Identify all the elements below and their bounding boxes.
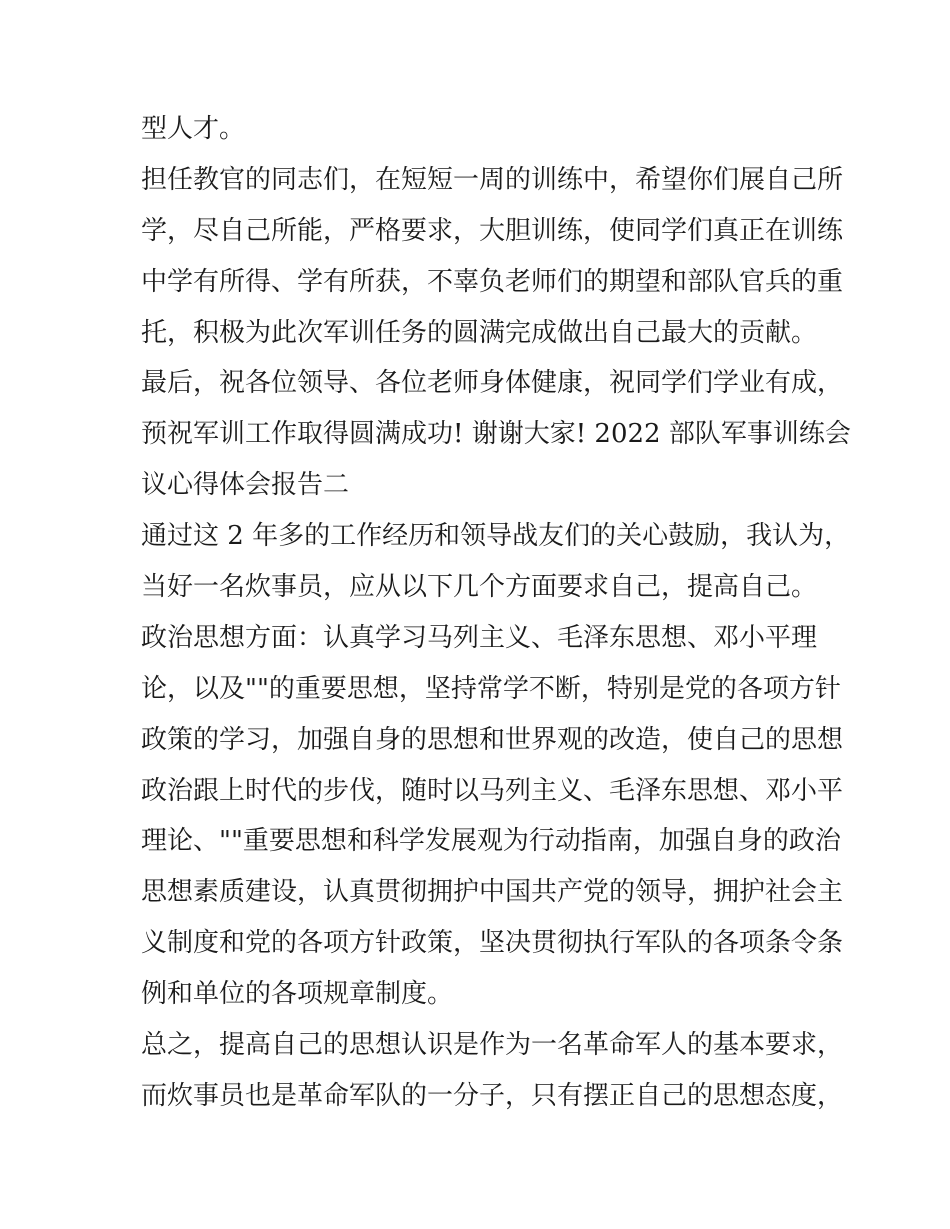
document-body	[141, 104, 851, 1122]
text-line: 中学有所得、学有所获，不辜负老师们的期望和部队官兵的重	[141, 266, 844, 297]
text-line: 议心得体会报告二	[141, 470, 350, 501]
text-line: 当好一名炊事员，应从以下几个方面要求自己，提高自己。	[141, 572, 818, 603]
text-line: 论，以及""的重要思想，坚持常学不断，特别是党的各项方针	[141, 673, 841, 704]
text-line: 总之，提高自己的思想认识是作为一名革命军人的基本要求，	[141, 1030, 844, 1061]
text-line: 而炊事员也是革命军队的一分子，只有摆正自己的思想态度，	[141, 1080, 844, 1111]
text-line: 政治思想方面：认真学习马列主义、毛泽东思想、邓小平理	[141, 622, 818, 653]
text-line: 担任教官的同志们，在短短一周的训练中，希望你们展自己所	[141, 164, 844, 195]
text-line: 理论、""重要思想和科学发展观为行动指南，加强自身的政治	[141, 826, 841, 857]
text-line: 最后，祝各位领导、各位老师身体健康，祝同学们学业有成，	[141, 368, 844, 399]
text-line: 思想素质建设，认真贯彻拥护中国共产党的领导，拥护社会主	[141, 877, 844, 908]
text-line: 政策的学习，加强自身的思想和世界观的改造，使自己的思想	[141, 724, 844, 755]
text-line: 预祝军训工作取得圆满成功! 谢谢大家! 2022 部队军事训练会	[141, 419, 851, 450]
text-line: 托，积极为此次军训任务的圆满完成做出自己最大的贡献。	[141, 317, 818, 348]
text-line: 通过这 2 年多的工作经历和领导战友们的关心鼓励，我认为，	[141, 521, 851, 552]
text-line: 学，尽自己所能，严格要求，大胆训练，使同学们真正在训练	[141, 215, 844, 246]
text-line: 义制度和党的各项方针政策，坚决贯彻执行军队的各项条令条	[141, 928, 844, 959]
text-line: 政治跟上时代的步伐，随时以马列主义、毛泽东思想、邓小平	[141, 775, 844, 806]
text-line: 例和单位的各项规章制度。	[141, 979, 454, 1010]
text-line: 型人才。	[141, 114, 246, 144]
